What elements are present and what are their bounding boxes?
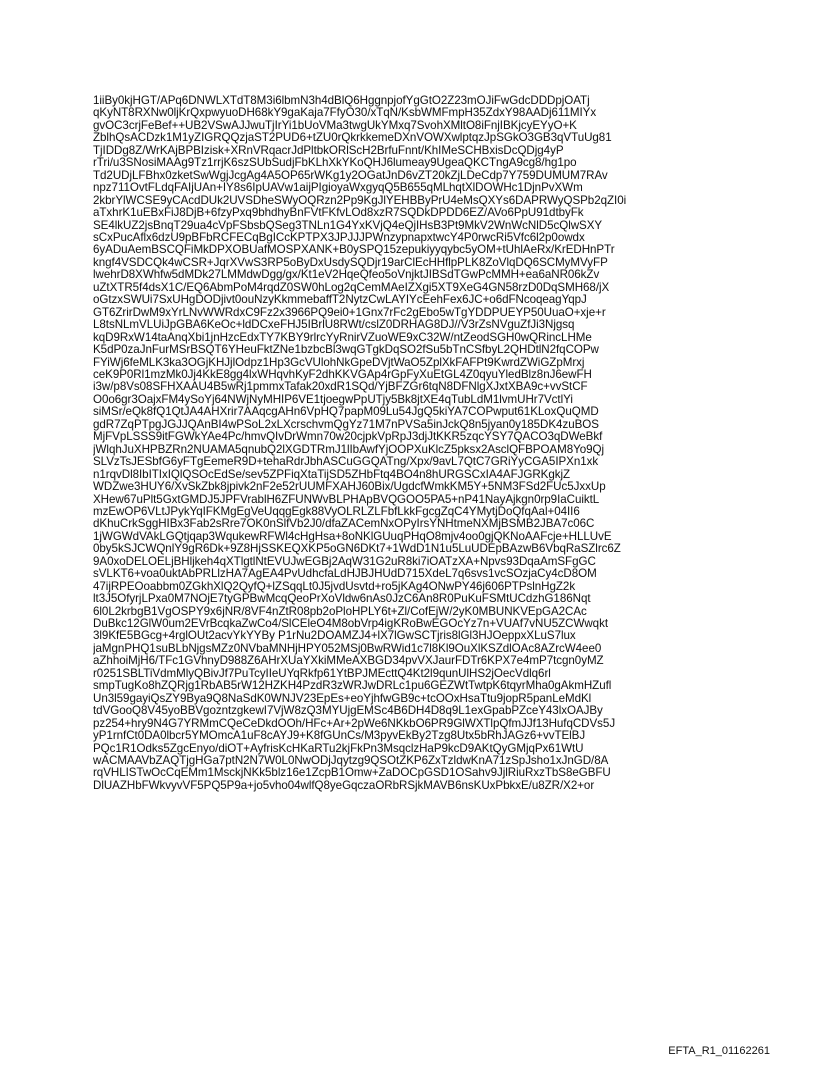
text-line: aZhhoiMjH6/TFc1GVhnyD988Z6AHrXUaYXkiMMeAXBGD34pvVXJaurFDTr6KPX7e4mP7tcgn0yMZ: [93, 654, 604, 668]
text-line: SE4lkUZ2jsBnqT29ua4cVpFSbsbQSeg3TNLn1G4YxKVjQ4eQjIHsB3Pt9MkV2WnWcNlD5cQlwSXY: [93, 218, 603, 232]
text-line: pz254+hry9N4G7YRMmCQeCeDkdOOh/HFc+Ar+2pWe6NKkbO6PR9GlWXTlpQfmJJf13HufqCDVs5J: [93, 716, 616, 730]
text-line: sVLKT6+voa0uktAbPRLlzHA7AgEA4PvUdhcfaLdHJBJHUdD715XdeL7q6svs1vcSOzjaCy4cD8OM: [93, 567, 597, 581]
text-line: WDZwe3HUY6/XvSkZbk8jpivk2nF2e52rUUMFXAHJ60Bix/UgdcfWmkKM5Y+5NM3FSd2FUc5JxxUp: [93, 480, 606, 494]
text-line: lwehrD8XWhfw5dMDk27LMMdwDgg/gx/Kt1eV2HqeQfeo5oVnjktJIBSdTGwPcMMH+ea6aNR06kZv: [93, 268, 600, 282]
text-line: O0o6gr3OajxFM4ySoYj64NWjNyMHIP6VE1tjoegwPpUTjy5Bk8jtXE4qTubLdM1lvmUHr7VctlYi: [93, 392, 573, 406]
text-line: sCxPucAflx6dzU9pBFbRCFECqBgICcKPTPX3JPJJJPWnzypnapxtwcY4P0rwcRi5Vfc6l2p0owdx: [93, 230, 585, 244]
text-line: jWlqhJuXHPBZRn2NUAMA5qnubQ2lXGDTRmJ1lIbAwfYjOOPXuKlcZ5pksx2AsclQFBPOAM8Yo9Qj: [93, 442, 605, 456]
text-line: npz711OvtFLdqFAIjUAn+IY8s6IpUAVw1aijPIgioyaWxgyqQ5B655qMLhqtXlDOWHc1DjnPvXWm: [93, 181, 583, 195]
text-line: 6yADuAemBSCQFiMkDPXOBUafMOSPXANK+B0ySPQ15zepukiyyqybc5yOM+tUhlAeRx/KrEDHnPTr: [93, 243, 615, 257]
text-line: XHew67uPlt5GxtGMDJ5JPFVrablH6ZFUNWvBLPHApBVQGOO5PA5+nP41NayAjkgn0rp9IaCuiktL: [93, 492, 600, 506]
text-line: kngf4VSDCQk4wCSR+JqrXVwS3RP5oByDxUsdySQDjr19arClEcHHflpPLK8ZoVlqDQ6SCMyMVyFP: [93, 255, 608, 269]
text-line: 47ijRPEOoabbm0ZGkhXlQ2QyfQ+lZSqqLt0J5jvdUsvtd+ro5jKAg4ONwPY46j606PTPslnHgZ2k: [93, 579, 576, 593]
text-line: GT6ZrirDwM9xYrLNvWWRdxC9Fz2x3966PQ9ei0+1Gnx7rFc2gEbo5wTgYDDPUEYP50UuaO+xje+r: [93, 305, 606, 319]
text-line: DlUAZHbFWkvyvVF5PQ5P9a+jo5vho04wlfQ8yeGqczaORbRSjkMAVB6nsKUxPbkxE/u8ZR/X2+or: [93, 778, 595, 792]
text-line: 3l9KfE5BGcg+4rglOUt2acvYkYYBy P1rNu2DOAMZJ4+lX7lGwSCTjris8lGl3HJOeppxXLuS7lux: [93, 629, 576, 643]
text-line: Td2UDjLFBhx0zketSwWgjJcgAg4A5OP65rWKg1y2OGatJnD6vZT20kZjLDeCdp7Y759DUMUM7RAv: [93, 168, 608, 182]
text-line: TjIDDg8Z/WrKAjBPBIzisk+XRnVRqacrJdPltbkORlScH2BrfuFnnt/KhIMeSCHBxisDcQDjg4yP: [93, 143, 564, 157]
text-line: lt3J5OfyrjLPxa0M7NOjE7tyGPBwMcqQeoPrXoVldw6nAs0JzC6An8R0PuKuFSMtUCdzhG186Nqt: [93, 592, 591, 606]
text-line: FYiWj6feMLK3ka3OGjKHJjlOdpz1Hp3GcVUlohNkGpeDVjtWaO5ZplXkFAFPt9KwrdZWiGZpMrxj: [93, 355, 585, 369]
text-line: ceK9P0Rl1mzMk0Jj4KkE8gg4lxWHqvhKyF2dhKKVGAp4rGpFyXuEtGL4Z0qyuYledBlz8nJ6ewFH: [93, 367, 592, 381]
text-line: K5dP0zaJnFurMSrBSQT6YHeuFktZNe1bzbcBl3wqGTgkDqSO2fSu5bTnCSfbyL2QHDtlN2fqCOPw: [93, 343, 599, 357]
text-line: 9A0xoDELOELjBHljkeh4qXTlgtlNtEVUJwEGBj2AqW31G2uR8ki7iOATzXA+Npvs93DqaAmSFgGC: [93, 554, 596, 568]
text-line: 2kbrYlWCSE9yCAcdDUk2UVSDheSWyOQRzn2Pp9KgJlYEHBByPrU4eMsQXYs6DAPRWyQSPb2qZI0i: [93, 193, 627, 207]
text-line: gvOC3crjFeBef++UB2VSwAJJwuTjIrYi1bUoVMa3twgUkYMxq7SvohXMltO8iFnjIBKjcyEYyO+K: [93, 118, 577, 132]
text-line: 1iiBy0kjHGT/APq6DNWLXTdT8M3i6lbmN3h4dBlQ6HggnpjofYgGtO2Z23mOJiFwGdcDDDpjOATj: [93, 95, 590, 107]
text-line: r0251SBLTiVdmMlyQBivJf7PuTcyIIeUYqRkfp61YtBPJMEcttQ4Kt2l9qunUlHS2jOecVdlq6rl: [93, 666, 551, 680]
text-line: dKhuCrkSggHIBx3Fab2sRre7OK0nSlfVb2J0/dfaZACemNxOPyIrsYNHtmeNXMjBSMB2JBA7c06C: [93, 517, 595, 531]
text-line: i3w/p8Vs08SFHXAAU4B5wRj1pmmxTafak20xdR1SQd/YjBFZGr6tqN8DFNlgXJxtXBA9c+vvStCF: [93, 380, 588, 394]
text-line: siMSr/eQk8fQ1QtJA4AHXrir7AAqcgAHn6VpHQ7papM09Lu54JgQ5kiYA7COPwput61KLoxQuQMD: [93, 405, 599, 419]
text-line: smpTugKo8hZQRjg1RbAB5rW12HZKH4PzdR3zWRJwDRLc1pu6GEZWtTwtpK6tqyrMha0gAkmHZufl: [93, 679, 612, 693]
text-line: PQc1R1Odks5ZgcEnyo/diOT+AyfrisKcHKaRTu2kjFkPn3MsqclzHaP9kcD9AKtQyGMjqPx61WtU: [93, 741, 584, 755]
text-line: n1rqvDl8IbITIxIQlQSOcEdSe/sev5ZPFiqXtaTijSD5ZHbFtq4BO4n8hURGSCxIA4AFJGRKgkjZ: [93, 467, 571, 481]
text-line: MjFVpLSSS9itFGWkYAe4Pc/hmvQIvDrWmn70w20cjpkVpRpJ3djJtKKR5zqcYSY7QACO3qDWeBkf: [93, 430, 603, 444]
text-line: 0by5kSJCWQnlY9gR6Dk+9Z8HjSSKEQXKP5oGN6DKt7+1WdD1N1u5LuUDEpBAzwB6VbqRaSZlrc6Z: [93, 542, 621, 556]
text-line: L8tsNLmVLUiJpGBA6KeOc+ldDCxeFHJ5IBrlU8RWt/cslZ0DRHAG8DJ//V3rZsNVguZfJi3Njgsq: [93, 318, 575, 332]
text-line: oGtzxSWUi7SxUHgDODjivt0ouNzyKkmmebaffT2NytzCwLAYIYcEehFex6JC+o6dFNcoqeagYqpJ: [93, 293, 587, 307]
text-line: tdVGooQ8V45yoBBVgozntzgkewI7VjW8zQ3MYUjgEMSc4B6DH4D8q9L1exGpabPZceY43lxOAJBy: [93, 704, 603, 718]
text-line: yP1rnfCt0DA0lbcr5YMOmcA1uF8cAYJ9+K8fGUnCs/M3pyvEkBy2Tzg8Utx5bRhJAGz6+vvTElBJ: [93, 729, 586, 743]
text-line: Un3l59gayiQsZY9Bya9Q8NaSdK0WNJV23EpEs+eoYjhfwGB9c+tcOOxHsaTtu9jopR5panLeMdKl: [93, 691, 592, 705]
text-line: qKyNT8RXNw0ljKrQxpwyuoDH68kY9gaKaja7FfyO30/xTqN/KsbWMFmpH35ZdxY98AADj611MIYx: [93, 106, 597, 120]
text-line: wACMAAVbZAQTjgHGa7ptN2N7W0L0NwODjJqytzg9QSOtZKP6ZxTzldwKnA71zSpJsho1xJnGD/8A: [93, 754, 609, 768]
text-line: ZblhQsACDzk1M1yZIGRQQzjaST2PUD6+tZU0rQkrkkemeDXnVOWXwlptqzJpSGkO3GB3qVTuUg81: [93, 131, 612, 145]
text-line: rqVHLISTwOcCqEMm1MsckjNKk5blz16e1ZcpB1Omw+ZaDOCpGSD1OSahv9JjlRiuRxzTbS8eGBFU: [93, 766, 611, 780]
text-line: 6l0L2krbgB1VgOSPY9x6jNR/8VF4nZtR08pb2oPloHPLY6t+Zl/CofEjW/2yK0MBUNKVEpGA2CAc: [93, 604, 587, 618]
text-line: DuBkc12GlW0um2EVrBcqkaZwCo4/SlCEleO4M8obVrp4igKRoBwEGOcYz7n+VUAf7vNU5ZCWwqkt: [93, 617, 608, 631]
bates-number: EFTA_R1_01162261: [668, 1045, 770, 1057]
text-line: SLVzTsJESbfG6yFTgEemeR9D+tehaRdrJbhASCuGGQATng/Xpx/9avL7QtC7GRiYyCGA5IPXn1xk: [93, 455, 599, 469]
text-line: mzEwOP6VLtJPykYqIFKMgEgVeUqqgEgk88VyOLRLZLFbfLkkFgcgZqC4YMytjDoQfqAal+04II6: [93, 504, 580, 518]
text-line: rTri/u3SNosiMAAg9Tz1rrjK6szSUbSudjFbKLhXkYKoQHJ6lumeay9UgeaQKCTngA9cg8/hg1po: [93, 156, 577, 170]
encoded-text-block: [93, 95, 733, 792]
text-line: 1jWGWdVAkLGQtjqap3WqukewRFWl4cHgHsa+8oNKlGUuqPHqO8mjv4oo0gjQKNoAAFcje+HLLUvE: [93, 529, 612, 543]
text-line: jaMgnPHQ1suBLbNjgsMZz0NVbaMNHjHPY052MSj0BwRWid1c7l8Kl9OuXlKSZdlOAc8AZrcW4ee0: [93, 641, 602, 655]
text-line: uZtXTR5f4dsX1C/EQ6AbmPoM4rqdZ0SW0hLog2qCemMAeIZXgi5XT9XeG4GN58rzD0DqSMH68/jX: [93, 280, 610, 294]
text-line: kqD9RxW14taAnqXbi1jnHzcEdxTY7KBY9rlrcYyRnirVZuoWE9xC32W/ntZeodSGH0wQRincLHMe: [93, 330, 592, 344]
text-line: gdR7ZqPTpgJGJJQAnBI4wPSoL2xLXcrschvmQgYz71M7nPVSa5inJckQ8n5jyan0y185DK4zuBOS: [93, 417, 599, 431]
text-line: aTxhrK1uEBxFiJ8DjB+6fzyPxq9bhdhyBnFVtFKfvLOd8xzR7SQDkDPDD6EZ/AVo6PpU91dtbyFk: [93, 206, 584, 220]
